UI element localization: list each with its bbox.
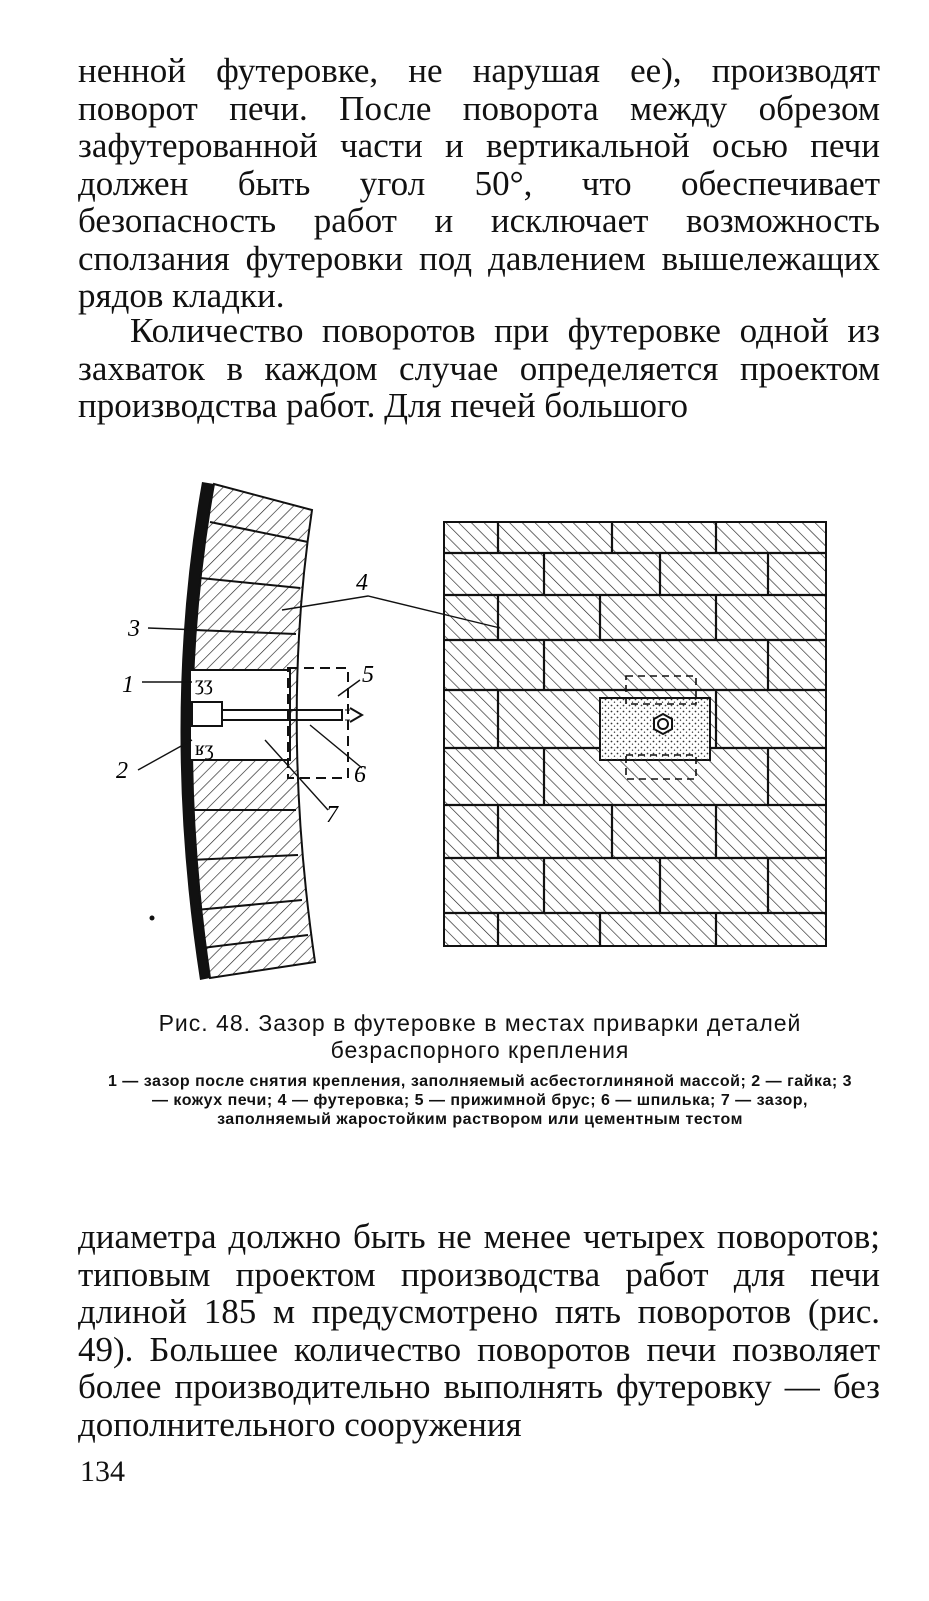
paragraph-3: диаметра должно быть не менее четырех поворотов; типовым проектом производства работ для печи длиной 185 м предусмотрено пять поворотов (рис. 49). Большее количество поворотов печи позволяет более производительно выполнять футеровку — без дополнительного сооружения — [78, 1217, 880, 1444]
svg-text:ʁʒ: ʁʒ — [195, 738, 214, 760]
label-1: 1 — [122, 672, 134, 698]
label-5: 5 — [362, 662, 374, 688]
figure-caption-legend: 1 — зазор после снятия крепления, заполняемый асбестоглиняной массой; 2 — гайка; 3 — кожух печи; 4 — футеровка; 5 — прижимной брус; 6 — шпилька; 7 — зазор, заполняемый жаростойким раствором или цементным тестом — [107, 1073, 853, 1128]
label-7: 7 — [326, 802, 338, 828]
figure-caption-title: Рис. 48. Зазор в футеровке в местах приварки деталей безраспорного крепления — [158, 1010, 802, 1063]
label-3: 3 — [128, 616, 140, 642]
section-view — [116, 482, 500, 980]
nut-icon — [654, 714, 672, 734]
page-number: 134 — [80, 1455, 125, 1488]
label-2: 2 — [116, 758, 128, 784]
label-4: 4 — [356, 570, 368, 596]
svg-text:ʒʒ: ʒʒ — [195, 673, 213, 695]
paragraph-2: Количество поворотов при футеровке одной из захваток в каждом случае определяется проектом производства работ. Для печей большого — [78, 311, 880, 425]
label-6: 6 — [354, 762, 366, 788]
paragraph-1: ненной футеровке, не нарушая ее), производят поворот печи. После поворота между обрезом зафутерованной части и вертикальной осью печи должен быть угол 50°, что обеспечивает безопасность работ и исключает возможность сползания футеровки под давлением вышележащих рядов кладки. — [78, 51, 880, 315]
figure-48 — [100, 470, 840, 990]
plan-view — [444, 522, 826, 946]
